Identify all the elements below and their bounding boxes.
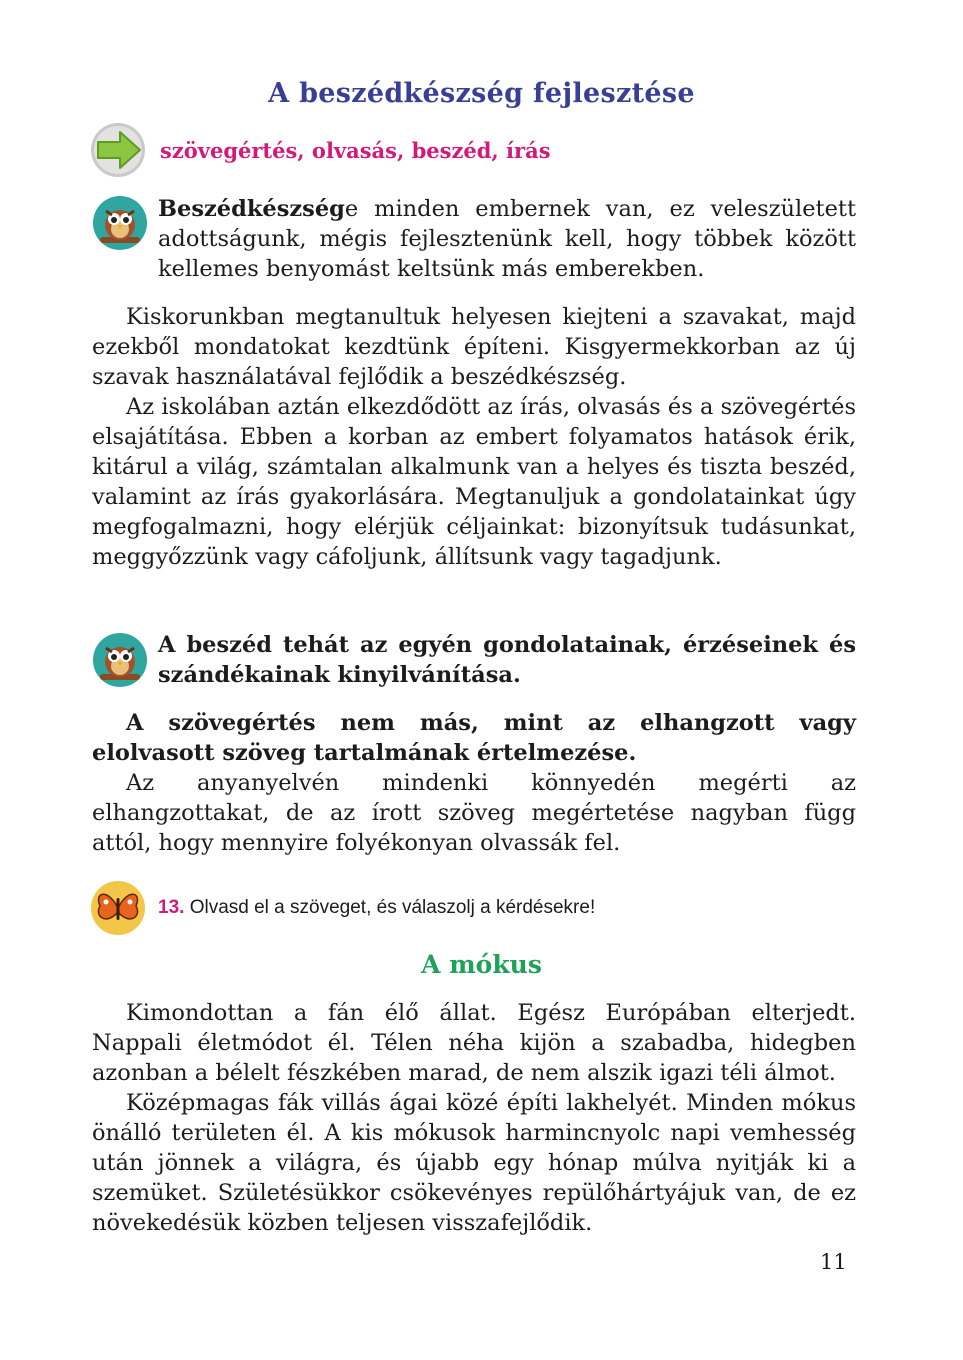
paragraph-1: Kiskorunkban megtanultuk helyesen kiejteni a szavakat, majd ezekből mondatokat kezdtünk építeni. Kisgyermekkorban az új szavak használatával fejlődik a beszédkészség. (92, 304, 856, 390)
story-paragraph-2: Középmagas fák villás ágai közé építi lakhelyét. Minden mókus önálló területen él. A kis mókusok harmincnyolc napi vemhesség után jönnek a világra, és újabb egy hónap múlva nyitják ki a szemüket. Születésükkor csökevényes repülőhártyájuk van, de ez növekedésük közben teljesen visszafejlődik. (92, 1090, 856, 1236)
owl-icon (92, 632, 148, 688)
butterfly-icon (90, 880, 146, 936)
intro-keyword: Beszédkészség (158, 196, 345, 222)
arrow-right-icon (90, 122, 146, 178)
task-instruction (158, 897, 595, 919)
paragraph-2: Az iskolában aztán elkezdődött az írás, olvasás és a szövegértés elsajátítása. Ebben a korban az embert folyamatos hatások érik, kitárul a világ, számtalan alkalmunk van a helyes és tiszta beszéd, valamint az írás gyakorlására. Megtanuljuk a gondolatainkat úgy megfogalmazni, hogy elérjük céljainkat: bizonyítsuk tudásunkat, meggyőzzünk vagy cáfoljunk, állítsunk vagy tagadjunk. (92, 394, 856, 570)
page-number: 11 (820, 1250, 847, 1274)
task-text: Olvasd el a szöveget, és válaszolj a kérdésekre! (189, 897, 596, 918)
story-title: A mókus (421, 950, 542, 979)
task-number: 13. (158, 897, 185, 918)
definition-speech: A beszéd tehát az egyén gondolatainak, érzéseinek és szándékainak kinyilvánítása. (158, 632, 856, 688)
page-title: A beszédkészség fejlesztése (268, 78, 695, 109)
owl-icon (92, 195, 148, 251)
paragraph-3: Az anyanyelvén mindenki könnyedén megérti az elhangzottakat, de az írott szöveg megértetése nagyban függ attól, hogy mennyire folyékonyan olvassák fel. (92, 770, 856, 856)
intro-text: e minden embernek van, ez veleszületett adottságunk, mégis fejlesztenünk kell, hogy többek között kellemes benyomást keltsünk más emberekben. (158, 196, 856, 282)
page-subtitle: szövegértés, olvasás, beszéd, írás (160, 138, 551, 163)
definition-comprehension: A szövegértés nem más, mint az elhangzott vagy elolvasott szöveg tartalmának értelmezése. (92, 710, 856, 766)
story-paragraph-1: Kimondottan a fán élő állat. Egész Európában elterjedt. Nappali életmódot él. Télen néha kijön a szabadba, hidegben azonban a bélelt fészkében marad, de nem alszik igazi téli álmot. (92, 1000, 856, 1086)
intro-paragraph (158, 194, 856, 284)
